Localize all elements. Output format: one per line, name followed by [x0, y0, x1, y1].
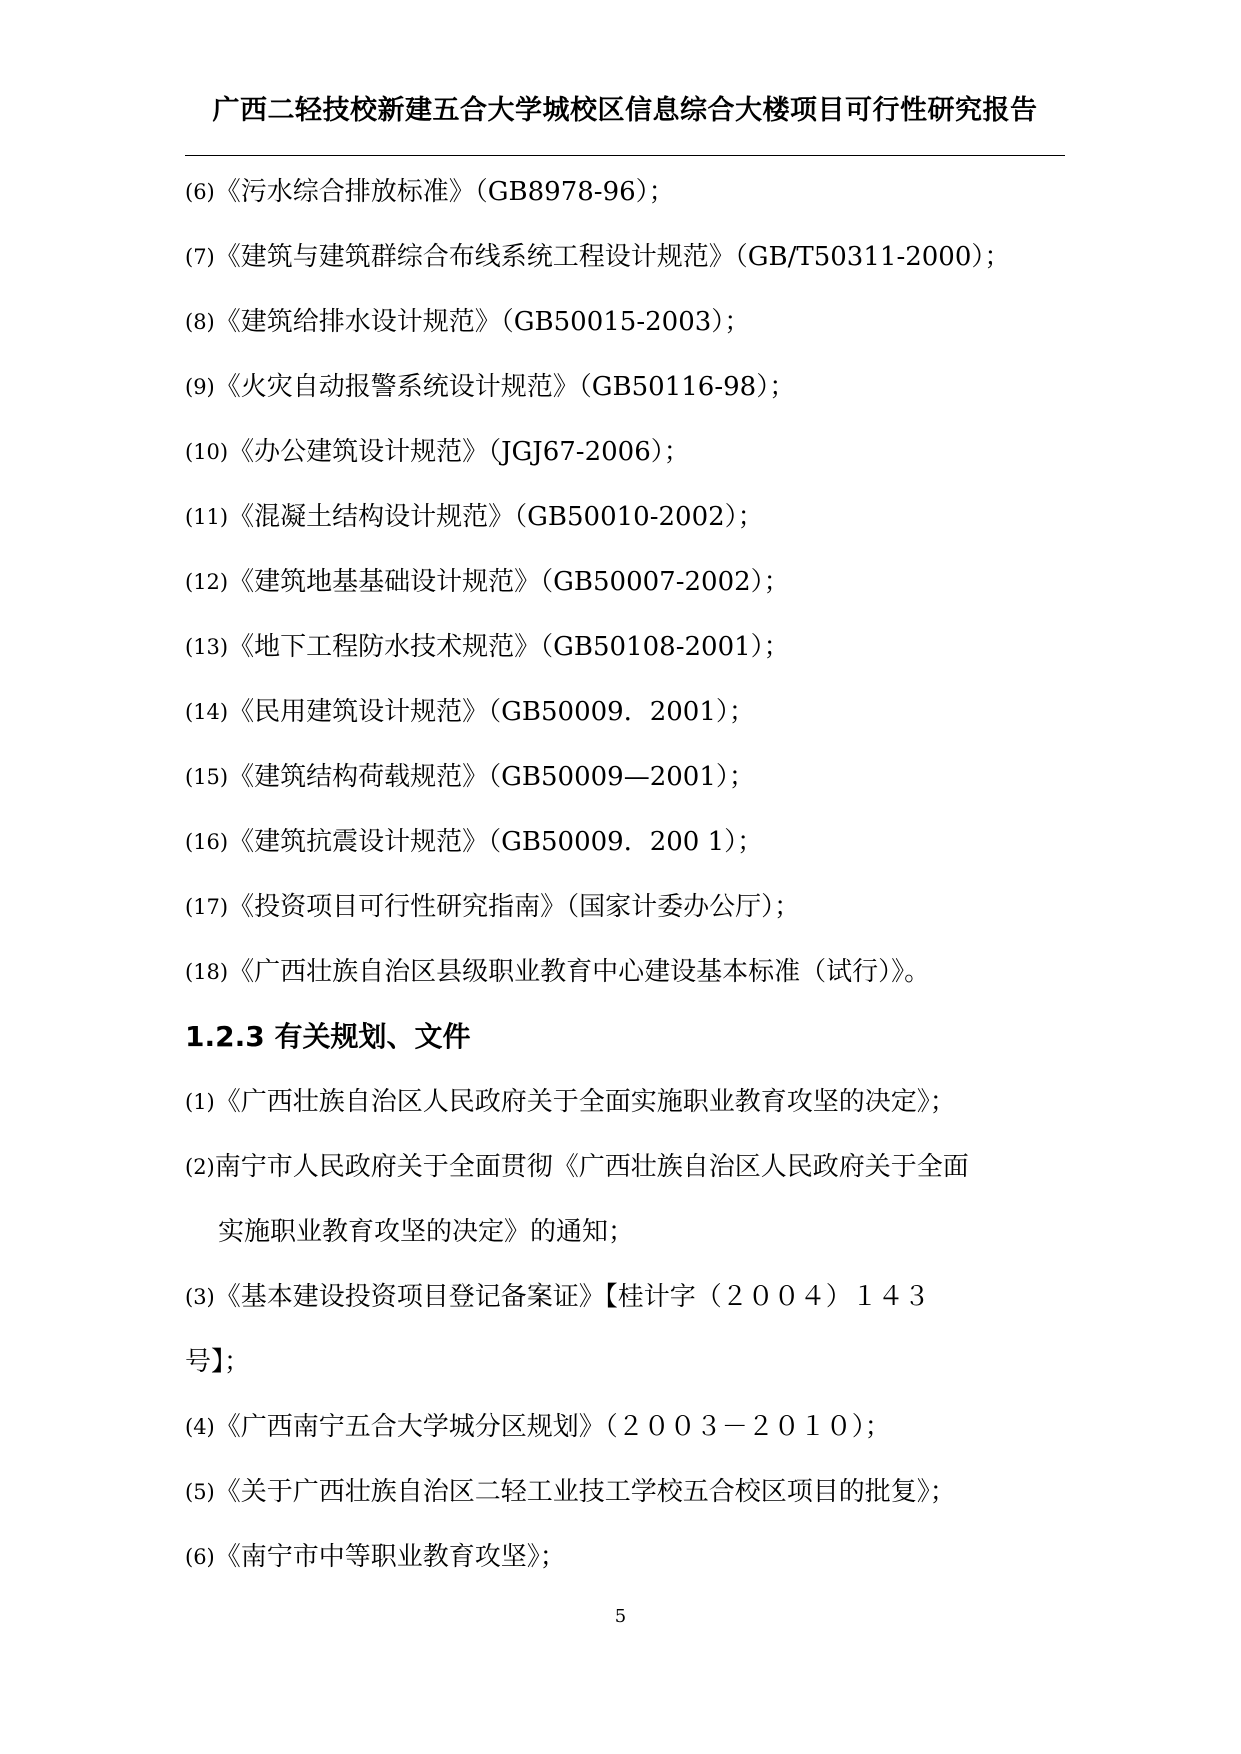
document-item [185, 1533, 1065, 1598]
item-number: (11) [185, 505, 229, 529]
item-number: (4) [185, 1415, 215, 1439]
item-number: (10) [185, 440, 229, 464]
standard-item [185, 948, 1065, 1013]
document-item [185, 1143, 1065, 1208]
item-text: 《民用建筑设计规范》（GB50009．2001）； [228, 697, 755, 727]
standard-item [185, 818, 1065, 883]
item-text: 《广西壮族自治区县级职业教育中心建设基本标准（试行）》。 [228, 957, 931, 987]
standard-item [185, 753, 1065, 818]
item-number: (6) [185, 180, 215, 204]
item-number: (13) [185, 635, 229, 659]
document-item-continuation: 号】； [185, 1347, 251, 1377]
item-number: (16) [185, 830, 229, 854]
section-heading: 1.2.3 有关规划、文件 [185, 1020, 471, 1053]
item-text: 《火灾自动报警系统设计规范》（GB50116-98）； [214, 372, 796, 402]
item-text: 《广西壮族自治区人民政府关于全面实施职业教育攻坚的决定》； [214, 1087, 956, 1117]
item-number: (1) [185, 1090, 215, 1114]
page-number: 5 [614, 1606, 627, 1627]
item-text: 《办公建筑设计规范》（JGJ67-2006）； [228, 437, 690, 467]
standard-item [185, 363, 1065, 428]
item-number: (8) [185, 310, 215, 334]
item-text: 《建筑与建筑群综合布线系统工程设计规范》（GB/T50311-2000）； [214, 242, 1011, 272]
item-text: 《南宁市中等职业教育攻坚》； [214, 1542, 566, 1572]
item-text: 《建筑地基基础设计规范》（GB50007-2002）； [228, 567, 790, 597]
item-number: (7) [185, 245, 215, 269]
document-item-continuation: 实施职业教育攻坚的决定》的通知； [218, 1217, 635, 1247]
item-text: 《污水综合排放标准》（GB8978-96）； [214, 177, 675, 207]
item-text: 南宁市人民政府关于全面贯彻《广西壮族自治区人民政府关于全面 [214, 1152, 969, 1182]
item-text: 《关于广西壮族自治区二轻工业技工学校五合校区项目的批复》； [214, 1477, 956, 1507]
document-item [185, 1273, 1065, 1338]
item-text: 《建筑结构荷载规范》（GB50009—2001）； [228, 762, 755, 792]
standard-item [185, 688, 1065, 753]
header-divider [185, 155, 1065, 156]
item-text: 《建筑给排水设计规范》（GB50015-2003）； [214, 307, 751, 337]
item-text: 《广西南宁五合大学城分区规划》（２００３－２０１０）； [214, 1412, 891, 1442]
document-body [185, 168, 1065, 1598]
standard-item [185, 298, 1065, 363]
item-number: (5) [185, 1480, 215, 1504]
item-number: (17) [185, 895, 229, 919]
item-text: 《投资项目可行性研究指南》（国家计委办公厅）； [228, 892, 801, 922]
item-number: (3) [185, 1285, 215, 1309]
item-text: 《基本建设投资项目登记备案证》【桂计字（２００４）１４３ [214, 1282, 930, 1312]
item-number: (6) [185, 1545, 215, 1569]
standard-item [185, 558, 1065, 623]
item-number: (18) [185, 960, 229, 984]
standard-item [185, 168, 1065, 233]
standard-item [185, 233, 1065, 298]
item-number: (2) [185, 1155, 215, 1179]
document-item [185, 1403, 1065, 1468]
item-number: (12) [185, 570, 229, 594]
document-item [185, 1468, 1065, 1533]
item-number: (15) [185, 765, 229, 789]
item-text: 《混凝土结构设计规范》（GB50010-2002）； [228, 502, 764, 532]
standard-item [185, 428, 1065, 493]
standard-item [185, 493, 1065, 558]
document-item [185, 1078, 1065, 1143]
item-text: 《建筑抗震设计规范》（GB50009．200 1）； [228, 827, 764, 857]
standard-item [185, 883, 1065, 948]
item-number: (9) [185, 375, 215, 399]
item-number: (14) [185, 700, 229, 724]
standard-item [185, 623, 1065, 688]
item-text: 《地下工程防水技术规范》（GB50108-2001）； [228, 632, 790, 662]
page-header-title: 广西二轻技校新建五合大学城校区信息综合大楼项目可行性研究报告 [212, 95, 1038, 126]
